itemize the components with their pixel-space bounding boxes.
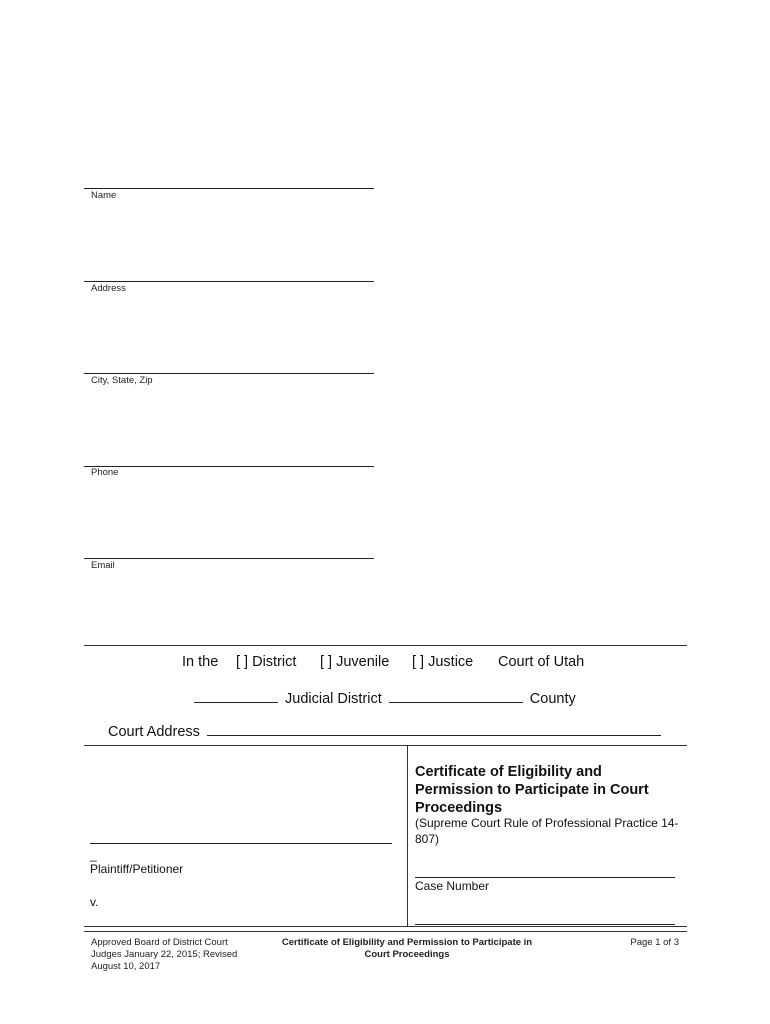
- email-line[interactable]: [84, 558, 374, 559]
- address-label: Address: [91, 283, 126, 294]
- district-checkbox[interactable]: [ ] District: [236, 654, 297, 670]
- phone-line[interactable]: [84, 466, 374, 467]
- case-number-line[interactable]: [415, 877, 675, 878]
- in-the-text: In the: [182, 654, 219, 670]
- footer-rule-2: [84, 931, 687, 932]
- certificate-subtitle: (Supreme Court Rule of Professional Practice 14-807): [415, 816, 679, 846]
- judicial-district-blank[interactable]: [194, 688, 278, 703]
- underscore-mark: _: [90, 848, 97, 862]
- plaintiff-name-line[interactable]: [90, 843, 392, 844]
- judge-line[interactable]: [415, 924, 675, 925]
- county-text: County: [529, 691, 576, 707]
- name-label: Name: [91, 190, 117, 201]
- plaintiff-label: Plaintiff/Petitioner: [90, 862, 184, 876]
- court-selection-row: [0, 654, 770, 674]
- court-address-blank[interactable]: [207, 721, 661, 736]
- footer-form-title: Certificate of Eligibility and Permission to Participate in Court Proceedings: [281, 937, 533, 960]
- name-line[interactable]: [84, 188, 374, 189]
- caption-divider: [407, 745, 408, 926]
- footer-rule-1: [84, 926, 687, 927]
- address-line[interactable]: [84, 281, 374, 282]
- city-state-zip-label: City, State, Zip: [91, 375, 153, 386]
- county-blank[interactable]: [389, 688, 523, 703]
- court-top-rule: [84, 645, 687, 646]
- email-label: Email: [91, 560, 115, 571]
- phone-label: Phone: [91, 467, 119, 478]
- court-of-utah-text: Court of Utah: [498, 654, 585, 670]
- footer-page-number: Page 1 of 3: [630, 937, 679, 948]
- court-address-label: Court Address: [108, 724, 200, 740]
- court-address-row: [108, 721, 661, 740]
- justice-checkbox[interactable]: [ ] Justice: [412, 654, 474, 670]
- footer-approval: Approved Board of District Court Judges January 22, 2015; Revised August 10, 2017: [91, 937, 238, 972]
- judicial-district-text: Judicial District: [285, 691, 382, 707]
- city-state-zip-line[interactable]: [84, 373, 374, 374]
- certificate-title: Certificate of Eligibility and Permission to Participate in Court Proceedings: [415, 764, 649, 816]
- district-county-row: [194, 688, 576, 707]
- case-number-label: Case Number: [415, 879, 490, 893]
- juvenile-checkbox[interactable]: [ ] Juvenile: [320, 654, 390, 670]
- versus-label: v.: [90, 895, 99, 909]
- caption-top-rule: [84, 745, 687, 746]
